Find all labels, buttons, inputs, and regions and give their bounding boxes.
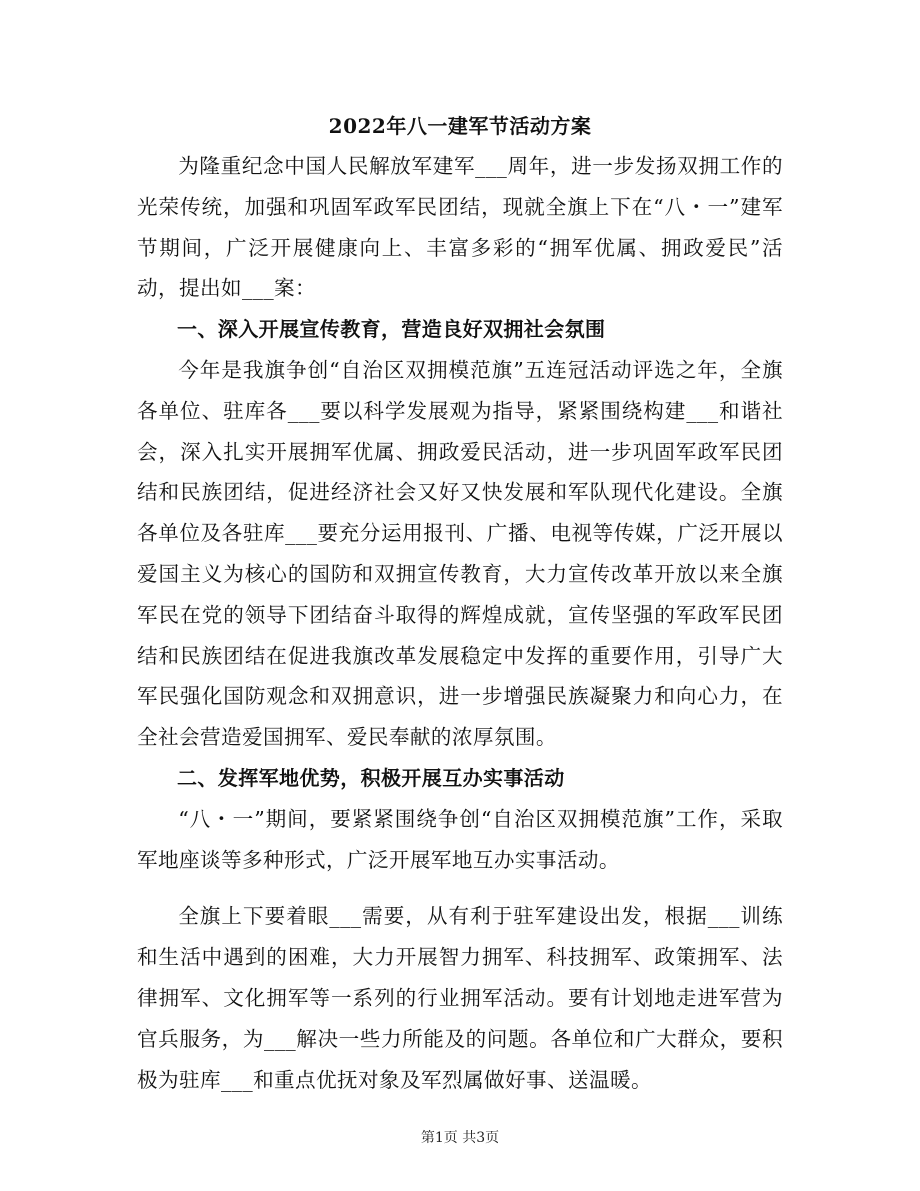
section-1-heading: 一、深入开展宣传教育，营造良好双拥社会氛围 — [177, 317, 606, 342]
intro-paragraph: 为隆重纪念中国人民解放军建军___周年，进一步发扬双拥工作的光荣传统，加强和巩固军政军民团结，现就全旗上下在“八・一”建军节期间，广泛开展健康向上、丰富多彩的“拥军优属、拥政爱民”活动，提出如___案： — [137, 154, 783, 301]
document-body — [137, 146, 783, 1100]
section-2-heading: 二、发挥军地优势，积极开展互办实事活动 — [177, 765, 565, 790]
section-2-paragraph-1: “八・一”期间，要紧紧围绕争创“自治区双拥模范旗”工作，采取军地座谈等多种形式，广泛开展军地互办实事活动。 — [137, 806, 783, 872]
document-title: 2022年八一建军节活动方案 — [328, 114, 592, 138]
section-1-paragraph: 今年是我旗争创“自治区双拥模范旗”五连冠活动评选之年，全旗各单位、驻库各___要以科学发展观为指导，紧紧围绕构建___和谐社会，深入扎实开展拥军优属、拥政爱民活动，进一步巩固军政军民团结和民族团结，促进经济社会又好又快发展和军队现代化建设。全旗各单位及各驻库___要充分运用报刊、广播、电视等传媒，广泛开展以爱国主义为核心的国防和双拥宣传教育，大力宣传改革开放以来全旗军民在党的领导下团结奋斗取得的辉煌成就，宣传坚强的军政军民团结和民族团结在促进我旗改革发展稳定中发挥的重要作用，引导广大军民强化国防观念和双拥意识，进一步增强民族凝聚力和向心力，在全社会营造爱国拥军、爱民奉献的浓厚氛围。 — [137, 357, 783, 750]
paragraph-gap — [137, 880, 783, 896]
page-number: 第1页 共3页 — [420, 1130, 500, 1146]
section-2-paragraph-2: 全旗上下要着眼___需要，从有利于驻军建设出发，根据___训练和生活中遇到的困难，大力开展智力拥军、科技拥军、政策拥军、法律拥军、文化拥军等一系列的行业拥军活动。要有计划地走进军营为官兵服务，为___解决一些力所能及的问题。各单位和广大群众，要积极为驻库___和重点优抚对象及军烈属做好事、送温暖。 — [137, 904, 783, 1092]
